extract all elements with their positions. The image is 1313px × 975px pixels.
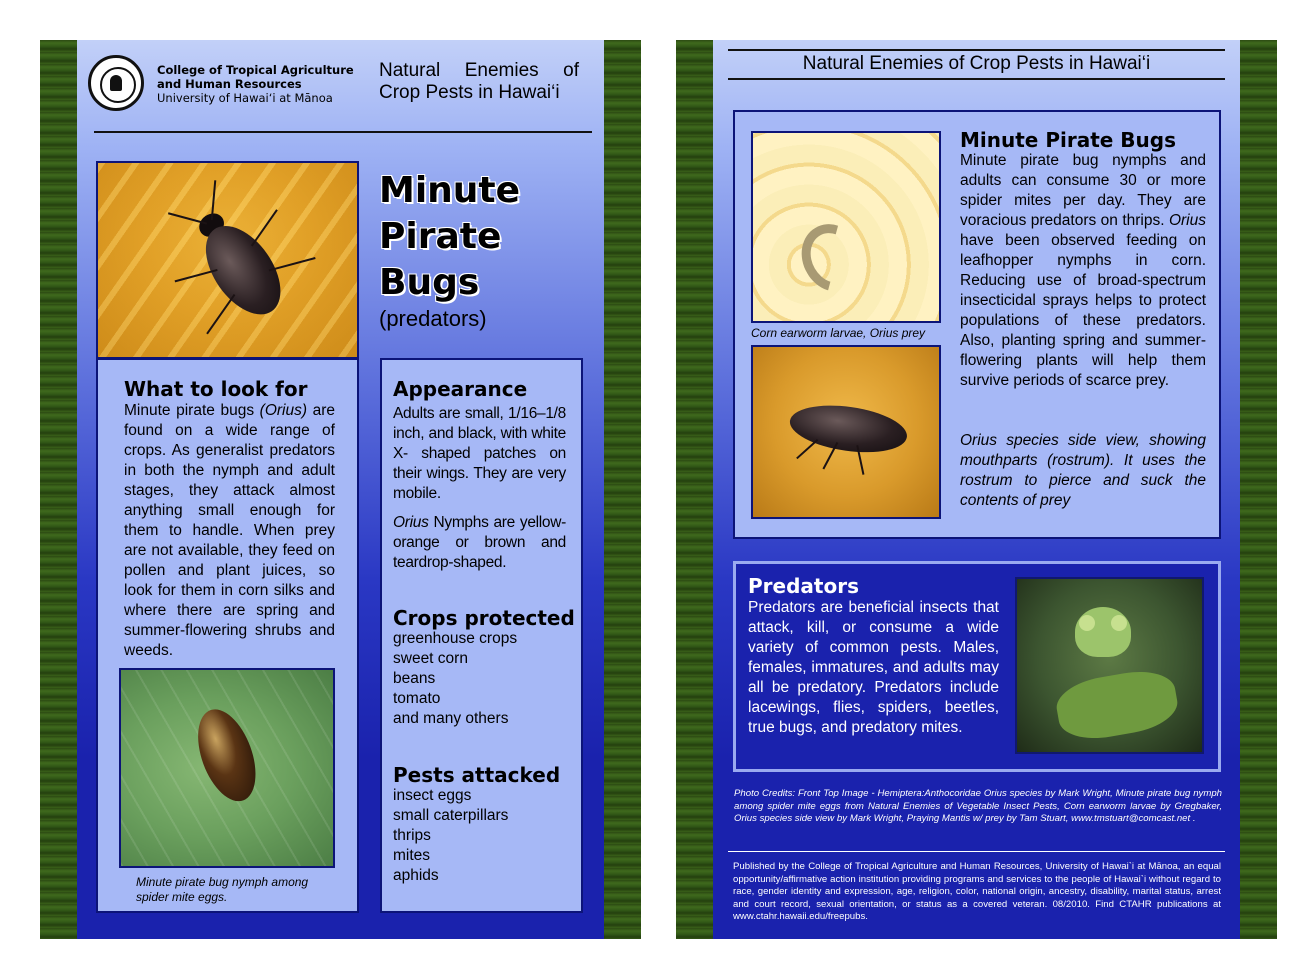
main-title: Minute Pirate Bugs (predators) <box>379 170 521 331</box>
appearance-heading: Appearance <box>393 377 528 401</box>
appearance-nymph-text: Orius Nymphs are yellow-orange or brown and teardrop-shaped. <box>393 514 566 571</box>
predators-text: Predators are beneficial insects that attack, kill, or consume a wide variety of common pests. Males, females, immatures, and adults may all be predatory. Predators include lacewings, flies, spiders, beetles, true bugs, and predatory mites. <box>748 599 999 736</box>
credits-divider <box>728 851 1225 852</box>
photo-credits: Photo Credits: Front Top Image - Hemiptera:Anthocoridae Orius species by Mark Wright, Minute pirate bug nymph among spider mite eggs from Natural Enemies of Vegetable Insect Pests, Corn earworm larvae by Gregbaker, Orius species side view by Mark Wright, Praying Mantis w/ prey by Tam Stuart, www.tmstuart@comcast.net . <box>734 788 1222 824</box>
what-to-look-for-heading: What to look for <box>124 377 308 401</box>
minute-pirate-bugs-heading: Minute Pirate Bugs <box>960 128 1176 152</box>
list-item: mites <box>393 847 431 864</box>
university-seal-icon <box>88 55 144 111</box>
side-view-bug-photo <box>751 345 941 519</box>
list-item: greenhouse crops <box>393 630 518 647</box>
appearance-text: Adults are small, 1/16–1/8 inch, and black, with white X- shaped patches on their wings. They are very mobile. <box>393 405 566 502</box>
praying-mantis-photo <box>1015 577 1204 754</box>
left-page <box>40 40 641 939</box>
right-page <box>676 40 1277 939</box>
nymph-on-leaf-photo <box>119 668 335 868</box>
right-green-stripe <box>1240 40 1277 939</box>
left-green-stripe <box>40 40 77 939</box>
list-item: small caterpillars <box>393 807 509 824</box>
predators-box <box>733 561 1221 772</box>
list-item: beans <box>393 670 436 687</box>
list-item: aphids <box>393 867 439 884</box>
list-item: insect eggs <box>393 787 472 804</box>
crops-protected-heading: Crops protected <box>393 606 575 630</box>
appearance-box <box>380 358 583 913</box>
header-rule-top <box>728 49 1225 51</box>
minute-pirate-bugs-text: Minute pirate bug nymphs and adults can consume 30 or more spider mites per day. They are voracious predators on thrips. Orius have been observed feeding on leafhopper nymphs in corn. Reducing use of broad-spectrum insecticidal sprays helps to protect populations of these predators. Also, planting spring and summer-flowering plants will help them survive periods of scarce prey. <box>960 152 1206 389</box>
minute-pirate-bugs-box <box>733 110 1221 539</box>
list-item: tomato <box>393 690 441 707</box>
pests-attacked-heading: Pests attacked <box>393 763 561 787</box>
left-green-stripe <box>676 40 713 939</box>
what-to-look-for-box <box>96 358 359 913</box>
nymph-caption: Minute pirate bug nymph among spider mite eggs. <box>136 875 309 904</box>
predators-heading: Predators <box>748 574 859 598</box>
right-green-stripe <box>604 40 641 939</box>
publisher-note: Published by the College of Tropical Agriculture and Human Resources, University of Hawai`i at Mānoa, an equal opportunity/affirmative action institution providing programs and services to the people of Hawai`i without regard to race, gender identity and expression, age, religion, color, national origin, ancestry, disability, marital status, arrest and court record, sexual orientation, or status as a covered veteran. 08/2010. Find CTAHR publications at www.ctahr.hawaii.edu/freepubs. <box>733 861 1221 922</box>
corn-caption: Corn earworm larvae, Orius prey <box>751 326 926 340</box>
list-item: thrips <box>393 827 431 844</box>
adult-pirate-bug-photo <box>96 161 359 359</box>
crops-protected-list <box>393 629 517 729</box>
list-item: sweet corn <box>393 650 468 667</box>
main-subtitle: (predators) <box>379 306 487 331</box>
list-item: and many others <box>393 710 509 727</box>
side-view-caption: Orius species side view, showing mouthparts (rostrum). It uses the rostrum to pierce and suck the contents of prey <box>960 432 1206 509</box>
college-name: College of Tropical Agriculture and Human Resources University of Hawai‘i at Mānoa <box>157 63 354 105</box>
pests-attacked-list <box>393 786 508 886</box>
header-rule-bottom <box>728 78 1225 80</box>
corn-earworm-photo <box>751 131 941 323</box>
right-header-title: Natural Enemies of Crop Pests in Hawai‘i <box>802 53 1151 74</box>
what-to-look-for-text: Minute pirate bugs (Orius) are found on a wide range of crops. As generalist predators in both the nymph and adult stages, they attack almost anything small enough for them to handle. When prey are not available, they feed on pollen and plant juices, so look for them in corn silks and where there are spring and summer-flowering shrubs and weeds. <box>124 402 335 659</box>
series-title: Natural Enemies of Crop Pests in Hawai‘i <box>379 60 579 103</box>
header-divider <box>94 131 592 133</box>
